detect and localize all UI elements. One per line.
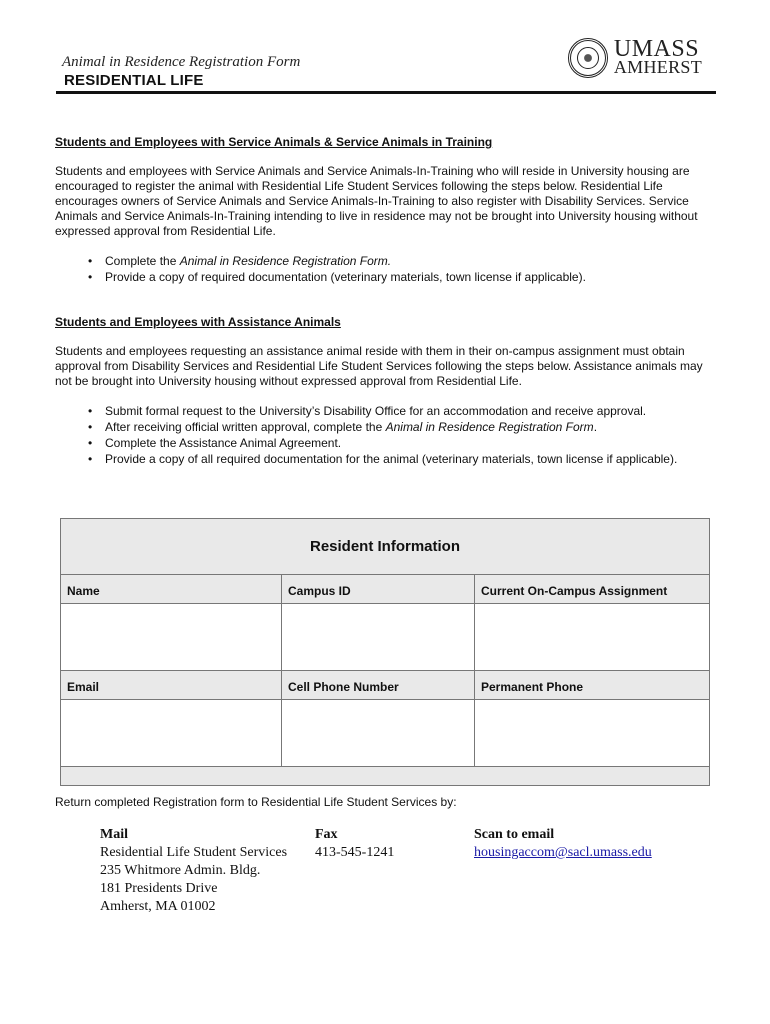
list-item: • Complete the Animal in Residence Registration Form.: [88, 253, 586, 269]
header-rule: [56, 91, 716, 94]
mail-heading: Mail: [100, 827, 128, 842]
fax-number: 413-545-1241: [315, 845, 395, 860]
campus-id-field[interactable]: [282, 604, 475, 671]
assistance-animals-steps: [88, 403, 677, 467]
return-instructions: Return completed Registration form to Residential Life Student Services by:: [55, 795, 457, 809]
name-label: Name: [61, 575, 282, 604]
campus-id-label: Campus ID: [282, 575, 475, 604]
mail-line: Amherst, MA 01002: [100, 899, 216, 914]
page-header: [56, 36, 716, 94]
email-field[interactable]: [61, 700, 282, 767]
assignment-field[interactable]: [475, 604, 710, 671]
list-item: • Complete the Assistance Animal Agreement.: [88, 435, 677, 451]
list-item: • Provide a copy of all required documentation for the animal (veterinary materials, town license if applicable).: [88, 451, 677, 467]
umass-seal-icon: [568, 38, 608, 78]
assignment-label: Current On-Campus Assignment: [475, 575, 710, 604]
logo-line-1: UMASS: [613, 36, 700, 62]
email-heading: Scan to email: [474, 827, 555, 842]
resident-information-table: [60, 518, 710, 786]
fax-column: [315, 826, 394, 862]
permanent-phone-field[interactable]: [475, 700, 710, 767]
service-animals-paragraph: Students and employees with Service Animals and Service Animals-In-Training who will reside in University housing are encouraged to register the animal with Residential Life Student Services following the steps below. Residential Life encourages owners of Service Animals and Service Animals-In-Training to also register with Disability Services. Service Animals and Service Animals-In-Training intending to live in residence may not be brought into University housing without expressed approval from Residential Life.: [55, 164, 698, 238]
list-item: • Provide a copy of required documentation (veterinary materials, town license if applicable).: [88, 269, 586, 285]
cell-phone-label: Cell Phone Number: [282, 671, 475, 700]
list-item: • After receiving official written approval, complete the Animal in Residence Registration Form.: [88, 419, 677, 435]
service-animals-heading: Students and Employees with Service Animals & Service Animals in Training: [55, 135, 493, 149]
umass-logo: [568, 36, 702, 80]
name-field[interactable]: [61, 604, 282, 671]
logo-line-2: AMHERST: [613, 57, 702, 77]
mail-line: 235 Whitmore Admin. Bldg.: [100, 863, 261, 878]
email-column: [474, 826, 652, 862]
service-animals-steps: [88, 253, 586, 285]
resident-information-title: Resident Information: [61, 519, 710, 575]
permanent-phone-label: Permanent Phone: [475, 671, 710, 700]
assistance-animals-heading: Students and Employees with Assistance Animals: [55, 315, 341, 329]
list-item: • Submit formal request to the University’s Disability Office for an accommodation and receive approval.: [88, 403, 677, 419]
mail-line: 181 Presidents Drive: [100, 881, 218, 896]
fax-heading: Fax: [315, 827, 338, 842]
email-link[interactable]: housingaccom@sacl.umass.edu: [474, 845, 652, 860]
mail-column: [100, 826, 287, 916]
mail-line: Residential Life Student Services: [100, 845, 288, 860]
email-label: Email: [61, 671, 282, 700]
form-title: Animal in Residence Registration Form: [62, 54, 301, 70]
table-footer: [61, 767, 710, 786]
department-title: RESIDENTIAL LIFE: [64, 72, 204, 89]
assistance-animals-paragraph: Students and employees requesting an assistance animal reside with them in their on-campus assignment must obtain approval from Disability Services and Residential Life Student Services following the steps below. Assistance animals may not be brought into University housing without expressed approval from Residential Life.: [55, 344, 703, 388]
cell-phone-field[interactable]: [282, 700, 475, 767]
